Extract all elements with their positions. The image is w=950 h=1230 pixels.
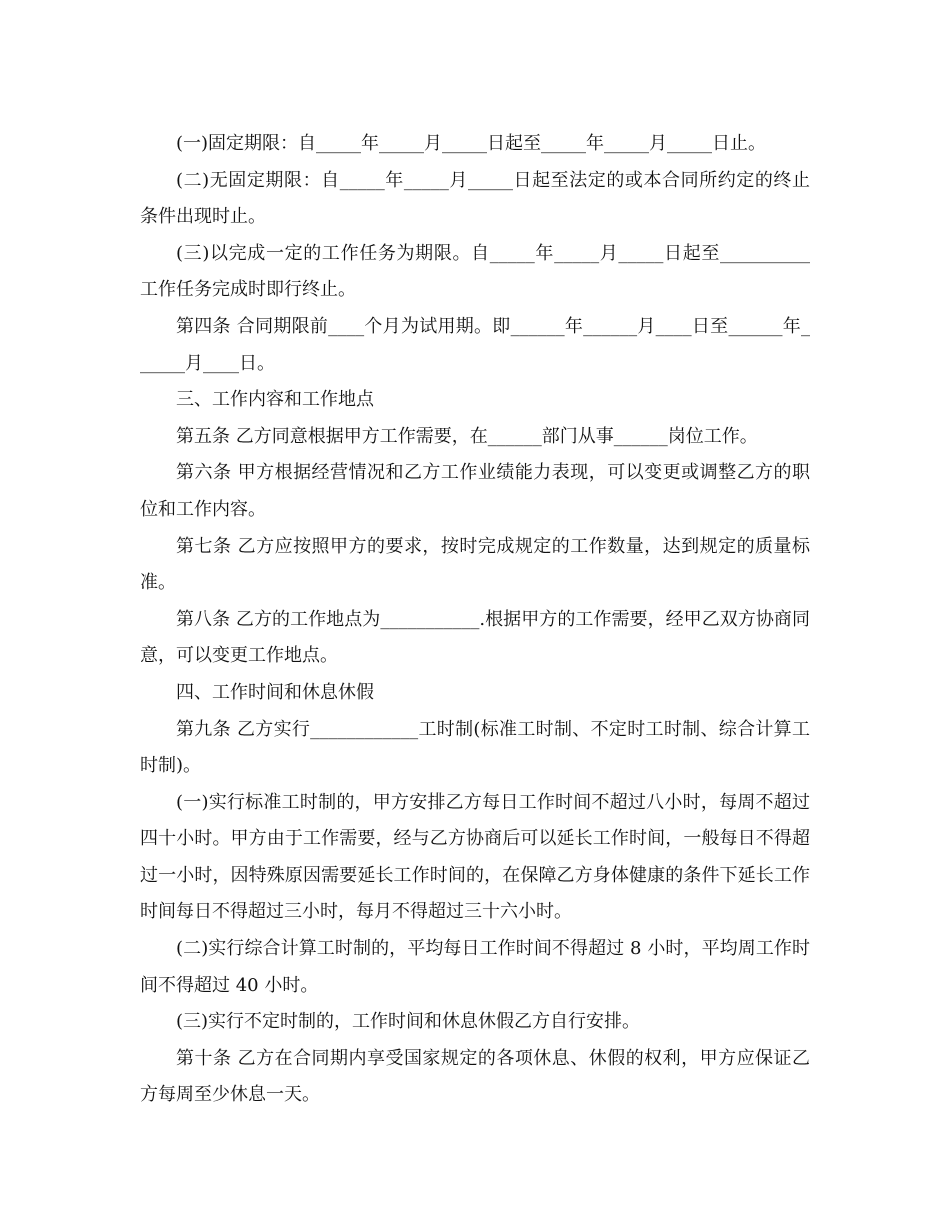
clause-fixed-term: (一)固定期限：自_____年_____月_____日起至_____年_____月_____日止。 — [176, 133, 767, 154]
article-6: 第六条 甲方根据经营情况和乙方工作业绩能力表现，可以变更或调整乙方的职位和工作内容。 — [140, 462, 810, 520]
clause-standard-hours: (一)实行标准工时制的，甲方安排乙方每日工作时间不超过八小时，每周不超过四十小时。甲方由于工作需要，经与乙方协商后可以延长工作时间，一般每日不得超过一小时，因特殊原因需要延长工作时间的，在保障乙方身体健康的条件下延长工作时间每日不得超过三小时，每月不得超过三十六小时。 — [140, 791, 810, 923]
article-8: 第八条 乙方的工作地点为___________.根据甲方的工作需要，经甲乙双方协商同意，可以变更工作地点。 — [140, 608, 810, 667]
article-7: 第七条 乙方应按照甲方的要求，按时完成规定的工作数量，达到规定的质量标准。 — [140, 535, 810, 594]
clause-open-term: (二)无固定期限：自_____年_____月_____日起至法定的或本合同所约定的终止条件出现时止。 — [140, 169, 810, 228]
article-10: 第十条 乙方在合同期内享受国家规定的各项休息、休假的权利，甲方应保证乙方每周至少休息一天。 — [140, 1047, 810, 1106]
clause-flexible-hours: (三)实行不定时制的，工作时间和休息休假乙方自行安排。 — [176, 1011, 641, 1033]
document-page — [140, 126, 810, 1114]
section-heading-work-content: 三、工作内容和工作地点 — [176, 389, 374, 411]
article-5: 第五条 乙方同意根据甲方工作需要，在______部门从事______岗位工作。 — [176, 425, 758, 447]
article-4-probation: 第四条 合同期限前____个月为试用期。即______年______月____日至______年______月____日。 — [140, 315, 810, 374]
clause-task-term: (三)以完成一定的工作任务为期限。自_____年_____月_____日起至__________工作任务完成时即行终止。 — [140, 242, 810, 301]
section-heading-working-hours: 四、工作时间和休息休假 — [176, 681, 374, 703]
article-9: 第九条 乙方实行____________工时制(标准工时制、不定时工时制、综合计算工时制)。 — [140, 718, 810, 777]
clause-comprehensive-hours: (二)实行综合计算工时制的，平均每日工作时间不得超过 8 小时，平均周工作时间不得超过 40 小时。 — [140, 938, 810, 996]
